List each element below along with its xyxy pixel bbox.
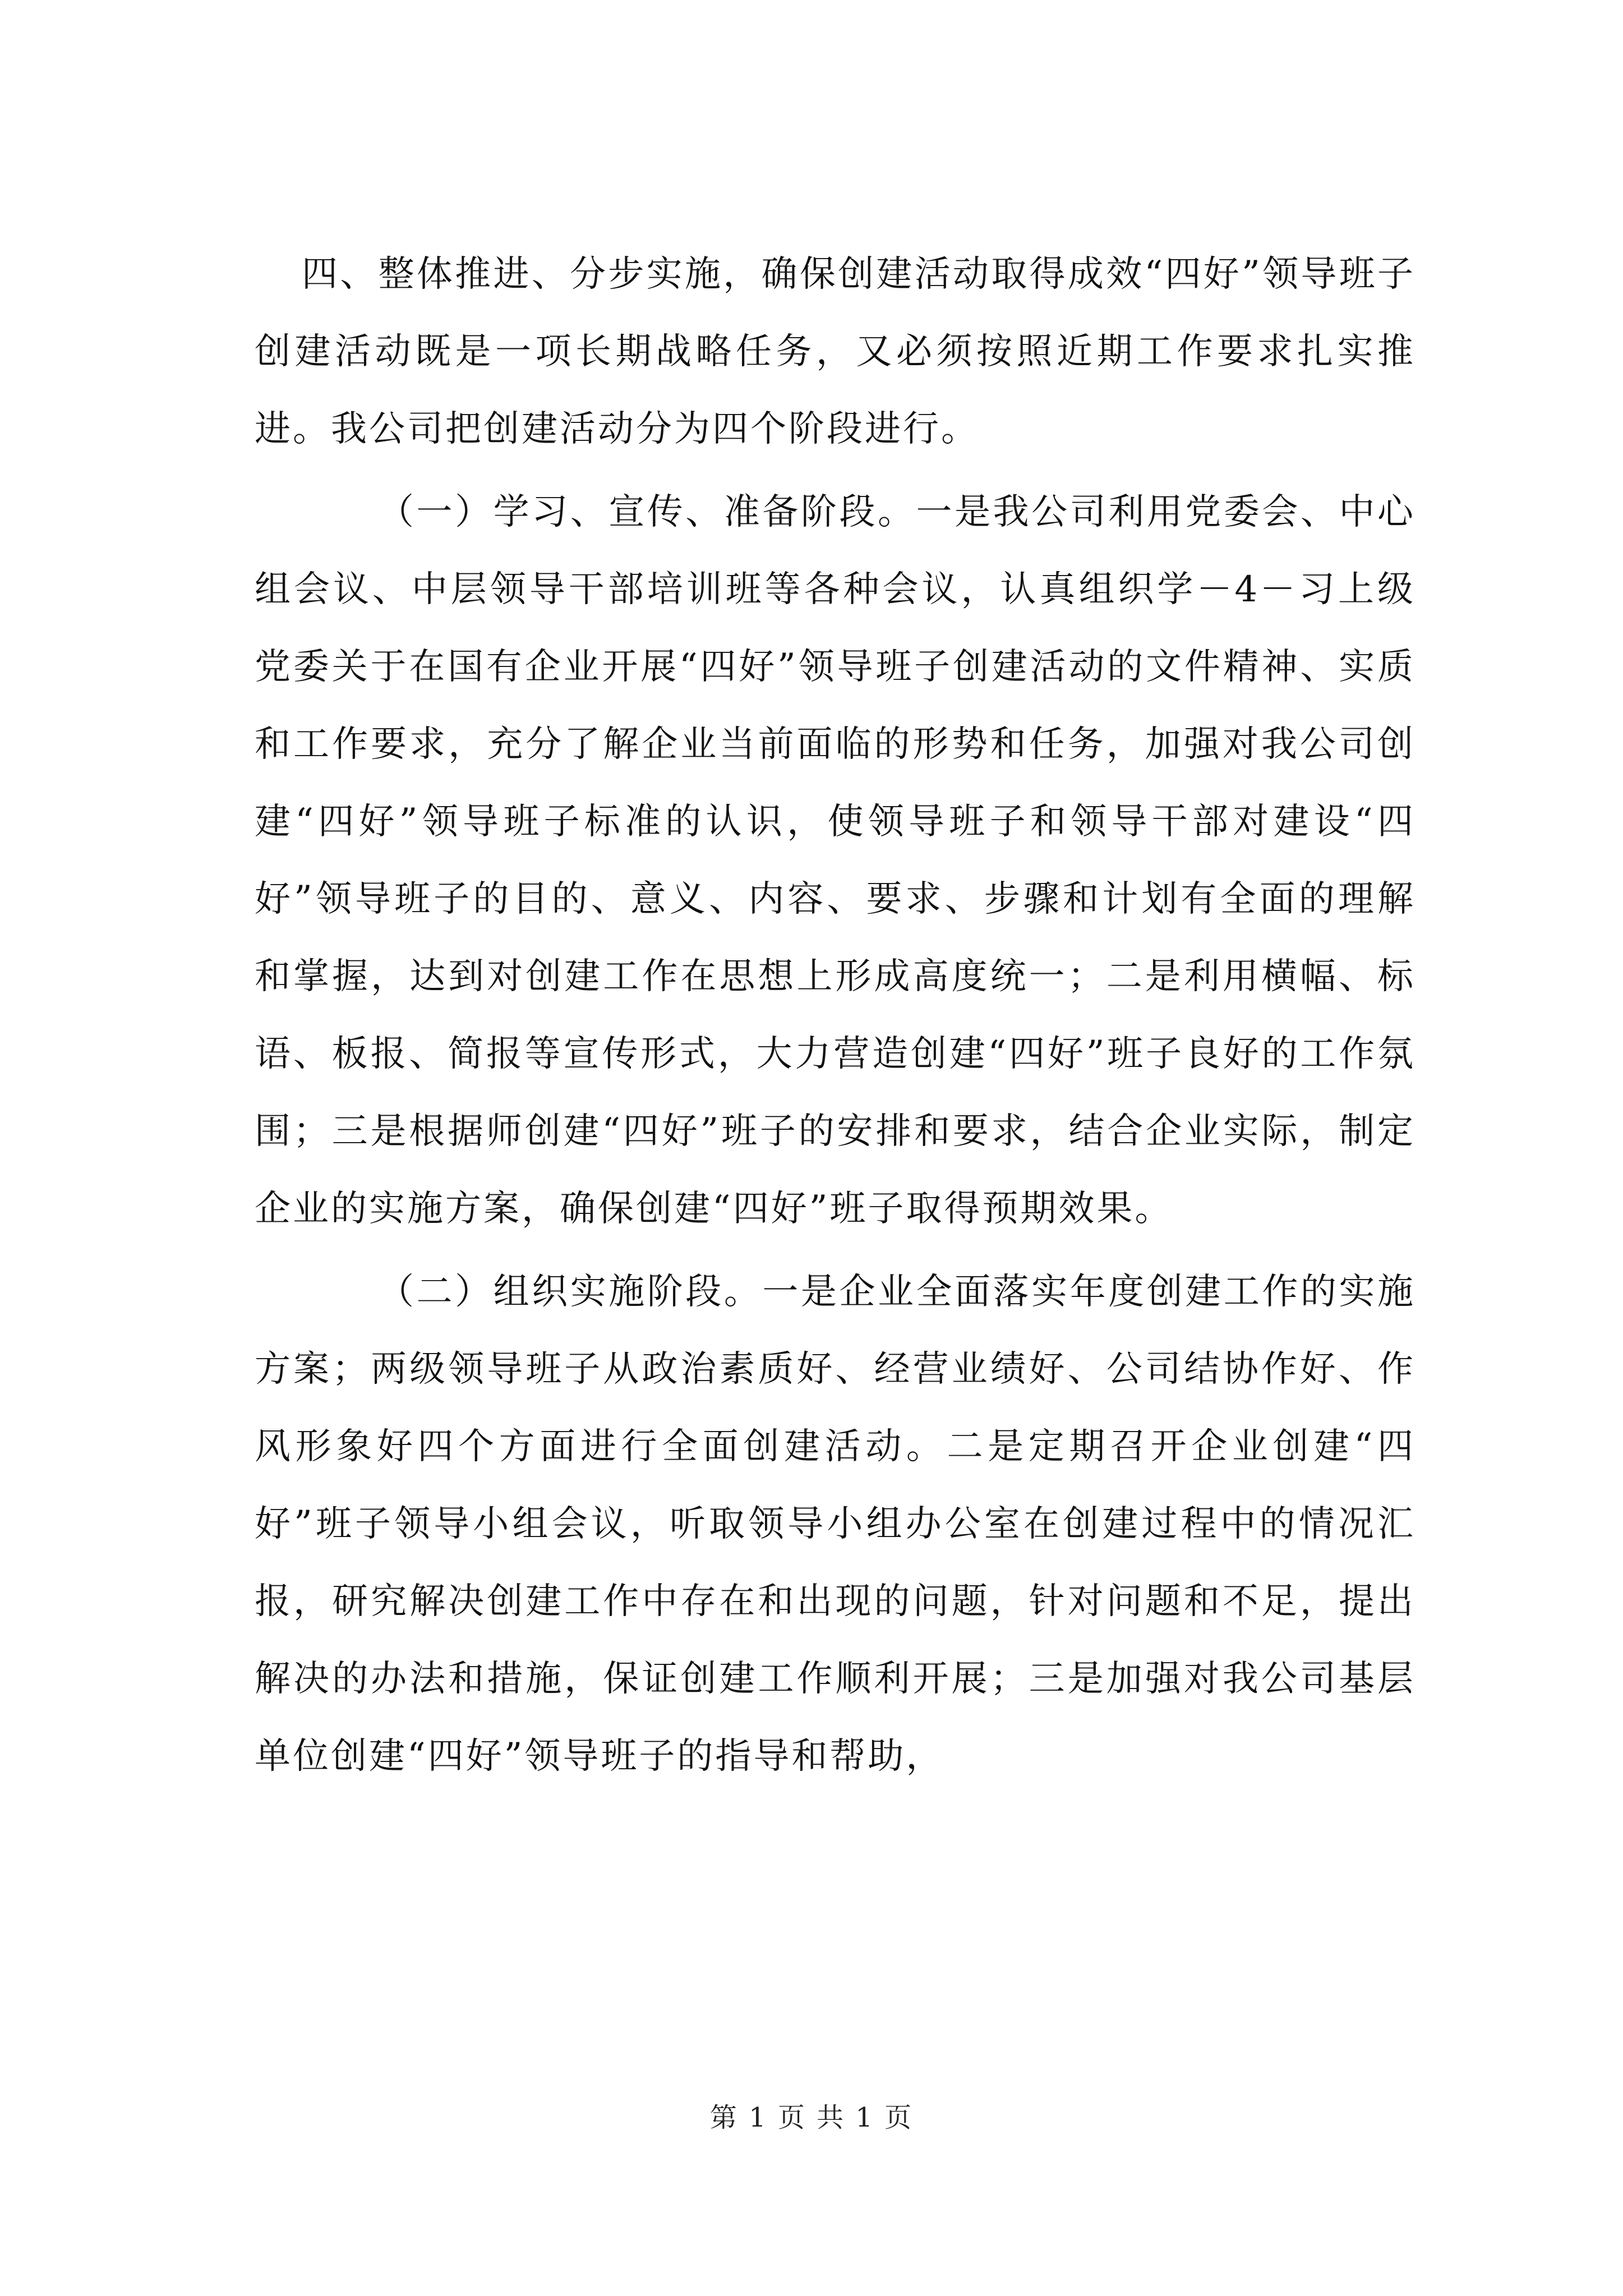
paragraph-section-four: 四、整体推进、分步实施，确保创建活动取得成效“四好”领导班子创建活动既是一项长期战略任务，又必须按照近期工作要求扎实推进。我公司把创建活动分为四个阶段进行。 <box>255 254 1415 450</box>
page-footer: 第 1 页 共 1 页 <box>709 2102 914 2133</box>
document-body <box>255 236 1415 1795</box>
paragraph-stage-two: （二）组织实施阶段。一是企业全面落实年度创建工作的实施方案；两级领导班子从政治素质好、经营业绩好、公司结协作好、作风形象好四个方面进行全面创建活动。二是定期召开企业创建“四好”班子领导小组会议，听取领导小组办公室在创建过程中的情况汇报，研究解决创建工作中存在和出现的问题，针对问题和不足，提出解决的办法和措施，保证创建工作顺利开展；三是加强对我公司基层单位创建“四好”领导班子的指导和帮助， <box>255 1271 1415 1777</box>
paragraph-stage-one: （一）学习、宣传、准备阶段。一是我公司利用党委会、中心组会议、中层领导干部培训班等各种会议，认真组织学－4－习上级党委关于在国有企业开展“四好”领导班子创建活动的文件精神、实质和工作要求，充分了解企业当前面临的形势和任务，加强对我公司创建“四好”领导班子标准的认识，使领导班子和领导干部对建设“四好”领导班子的目的、意义、内容、要求、步骤和计划有全面的理解和掌握，达到对创建工作在思想上形成高度统一；二是利用横幅、标语、板报、简报等宣传形式，大力营造创建“四好”班子良好的工作氛围；三是根据师创建“四好”班子的安排和要求，结合企业实际，制定企业的实施方案，确保创建“四好”班子取得预期效果。 <box>255 491 1415 1230</box>
